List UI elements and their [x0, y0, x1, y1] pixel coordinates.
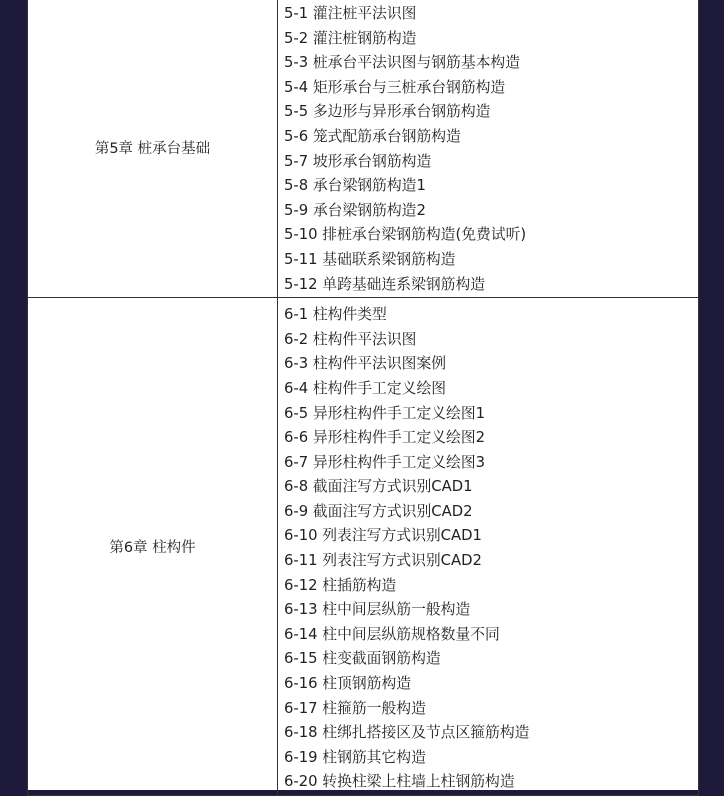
- lesson-item: 6-18 柱绑扎搭接区及节点区箍筋构造: [284, 724, 530, 742]
- lesson-item: 6-7 异形柱构件手工定义绘图3: [284, 453, 486, 471]
- lesson-item: 5-9 承台梁钢筋构造2: [284, 201, 426, 219]
- lesson-item: 6-11 列表注写方式识别CAD2: [284, 552, 482, 570]
- chapter-row: [28, 0, 699, 298]
- lesson-item: 6-4 柱构件手工定义绘图: [284, 379, 447, 397]
- lesson-item: 6-20 转换柱梁上柱墙上柱钢筋构造: [284, 773, 515, 791]
- lesson-item: 6-14 柱中间层纵筋规格数量不同: [284, 625, 500, 643]
- lesson-item: 5-4 矩形承台与三桩承台钢筋构造: [284, 78, 506, 96]
- lesson-cell: [278, 0, 699, 298]
- lesson-item: 6-1 柱构件类型: [284, 306, 387, 324]
- lesson-item: 5-11 基础联系梁钢筋构造: [284, 250, 456, 268]
- lesson-item: 5-10 排桩承台梁钢筋构造(免费试听): [284, 226, 527, 244]
- lesson-item: 6-6 异形柱构件手工定义绘图2: [284, 429, 486, 447]
- lesson-item: 5-6 笼式配筋承台钢筋构造: [284, 127, 461, 145]
- lesson-item: 6-15 柱变截面钢筋构造: [284, 650, 441, 668]
- lesson-item: 6-12 柱插筋构造: [284, 576, 397, 594]
- lesson-cell: [278, 298, 699, 796]
- chapter-title: 第5章 桩承台基础: [28, 0, 278, 298]
- lesson-item: 5-8 承台梁钢筋构造1: [284, 177, 426, 195]
- lesson-item: 5-2 灌注桩钢筋构造: [284, 29, 417, 47]
- lesson-item: 6-9 截面注写方式识别CAD2: [284, 502, 473, 520]
- lesson-item: 6-16 柱顶钢筋构造: [284, 675, 412, 693]
- lesson-item: 6-19 柱钢筋其它构造: [284, 748, 426, 766]
- lesson-list: [278, 298, 698, 795]
- lesson-item: 5-3 桩承台平法识图与钢筋基本构造: [284, 54, 521, 72]
- chapter-row: [28, 298, 699, 796]
- lesson-list: [278, 0, 698, 297]
- lesson-item: 6-17 柱箍筋一般构造: [284, 699, 426, 717]
- course-outline: [27, 0, 698, 790]
- chapter-title: 第6章 柱构件: [28, 298, 278, 796]
- lesson-item: 6-2 柱构件平法识图: [284, 330, 417, 348]
- lesson-item: 6-10 列表注写方式识别CAD1: [284, 527, 482, 545]
- lesson-item: 5-5 多边形与异形承台钢筋构造: [284, 103, 491, 121]
- course-table: [27, 0, 699, 796]
- lesson-item: 5-7 坡形承台钢筋构造: [284, 152, 432, 170]
- lesson-item: 6-13 柱中间层纵筋一般构造: [284, 601, 471, 619]
- lesson-item: 6-8 截面注写方式识别CAD1: [284, 478, 473, 496]
- lesson-item: 6-3 柱构件平法识图案例: [284, 355, 447, 373]
- lesson-item: 5-1 灌注桩平法识图: [284, 5, 417, 22]
- lesson-item: 6-5 异形柱构件手工定义绘图1: [284, 404, 486, 422]
- lesson-item: 5-12 单跨基础连系梁钢筋构造: [284, 275, 486, 293]
